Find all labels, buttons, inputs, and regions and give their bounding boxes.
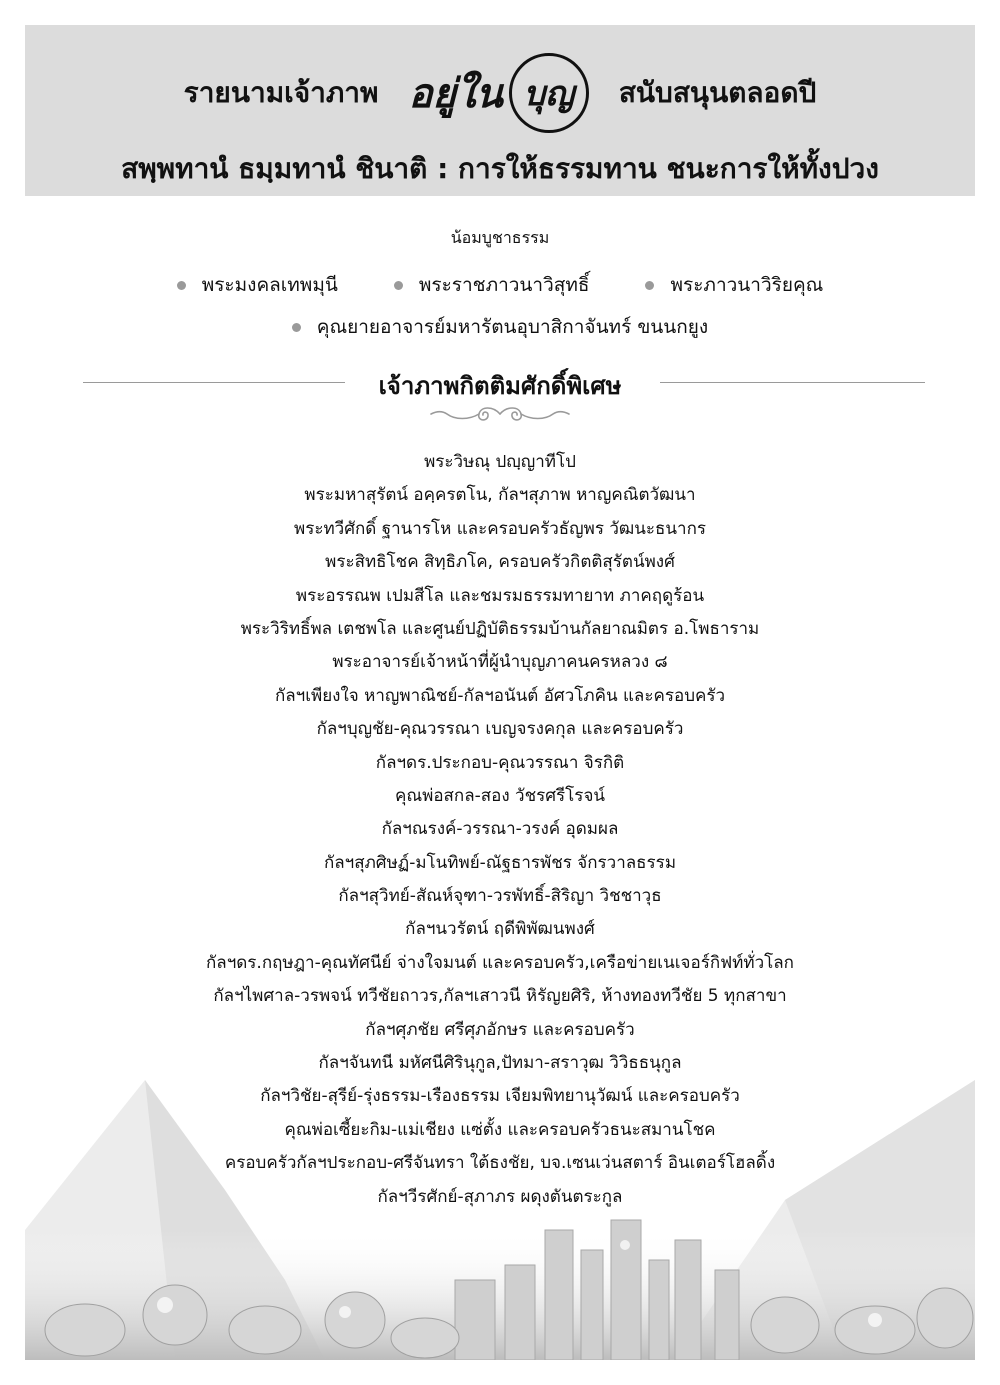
list-item: กัลฯดร.ประกอบ-คุณวรรณา จิรกิติ [375,752,625,773]
tribute-item [292,312,708,342]
section-divider-right [660,382,925,383]
tribute-item-label: พระภาวนาวิริยคุณ [670,274,824,296]
list-item: กัลฯวิชัย-สุรีย์-รุ่งธรรม-เรืองธรรม เจียมพิทยานุวัฒน์ และครอบครัว [260,1086,740,1107]
logo [408,53,588,133]
list-item: พระทวีศักดิ์ ฐานารโห และครอบครัวธัญพร วัฒนะธนากร [294,518,706,539]
list-item: กัลฯไพศาล-วรพจน์ ทวีชัยถาวร,กัลฯเสาวนี หิรัญยศิริ, ห้างทองทวีชัย 5 ทุกสาขา [213,986,787,1007]
bullet-icon [292,323,301,332]
list-item: กัลฯดร.กฤษฎา-คุณทัศนีย์ จ่างใจมนต์ และครอบครัว,เครือข่ายเนเจอร์กิฟท์ทั่วโลก [206,952,794,973]
list-item: กัลฯบุญชัย-คุณวรรณา เบญจรงคกุล และครอบครัว [316,719,684,740]
list-item: กัลฯเพียงใจ หาญพาณิชย์-กัลฯอนันต์ อัศวโภคิน และครอบครัว [274,685,726,706]
tribute-item [394,270,590,300]
header-band [25,25,975,196]
list-item: พระวิริทธิ์พล เตชพโล และศูนย์ปฏิบัติธรรมบ้านกัลยาณมิตร อ.โพธาราม [240,618,760,639]
list-item: คุณพ่อเซี้ยะกิม-แม่เชียง แซ่ตั้ง และครอบครัวธนะสมานโชค [284,1119,716,1140]
header-title-left: รายนามเจ้าภาพ [183,76,379,109]
list-item: กัลฯนวรัตน์ ฤดีพิพัฒนพงศ์ [405,919,595,940]
header-title-right: สนับสนุนตลอดปี [618,76,817,109]
list-item: พระมหาสุรัตน์ อคฺครตโน, กัลฯสุภาพ หาญคณิตวัฒนา [304,485,696,506]
tribute-item-label: พระราชภาวนาวิสุทธิ์ [418,274,590,296]
list-item: กัลฯณรงค์-วรรณา-วรงค์ อุดมผล [381,819,619,840]
list-item: พระสิทธิโชค สิทฺธิภโค, ครอบครัวกิตติสุรัตน์พงศ์ [325,552,675,573]
list-item: กัลฯจันทนี มหัศนีศิรินุกูล,ปัทมา-สราวุฒ วิวิธธนุกูล [318,1053,682,1074]
logo-script-text: อยู่ใน [408,70,503,117]
list-item: กัลฯวีรศักย์-สุภาภร ผดุงตันตระกูล [377,1186,623,1207]
list-item: พระวิษณุ ปญฺญาทีโป [424,452,576,472]
list-item: พระอรรณพ เปมสีโล และชมรมธรรมทายาท ภาคฤดูร้อน [295,585,705,606]
list-item: ครอบครัวกัลฯประกอบ-ศรีจันทรา ใต้ธงชัย, บจ.เซนเว่นสตาร์ อินเตอร์โฮลดิ้ง [224,1153,776,1174]
tribute-item-label: คุณยายอาจารย์มหารัตนอุบาสิกาจันทร์ ขนนกยูง [316,316,709,338]
bullet-icon [645,281,654,290]
list-item: กัลฯศุภชัย ศรีศุภอักษร และครอบครัว [365,1019,635,1040]
bullet-icon [177,281,186,290]
header-title-row [25,63,975,123]
bullet-icon [394,281,403,290]
section-title: เจ้าภาพกิตติมศักดิ์พิเศษ [378,372,622,400]
tribute-item [645,270,823,300]
list-item: พระอาจารย์เจ้าหน้าที่ผู้นำบุญภาคนครหลวง ๘ [332,652,668,673]
flourish-ornament-icon [425,402,575,426]
tribute-row-1 [0,270,1000,300]
logo-circle [509,53,589,133]
logo-circle-text: บุญ [523,74,575,114]
list-item: คุณพ่อสกล-สอง วัชรศรีโรจน์ [394,785,606,806]
list-item: กัลฯสุวิทย์-สัณห์จุฑา-วรพัทธิ์-สิริญา วิชชาวุธ [338,886,662,907]
tribute-row-2 [0,312,1000,342]
tribute-item [177,270,338,300]
tribute-label: น้อมบูชาธรรม [450,228,550,247]
decorative-scenery-image [25,1080,975,1360]
tribute-item-label: พระมงคลเทพมุนี [201,274,338,296]
header-subtitle: สพฺพทานํ ธมฺมทานํ ชินาติ : การให้ธรรมทาน ชนะการให้ทั้งปวง [121,152,879,185]
list-item: กัลฯสุภศิษฏ์-มโนทิพย์-ณัฐธารพัชร จักรวาลธรรม [323,852,677,873]
